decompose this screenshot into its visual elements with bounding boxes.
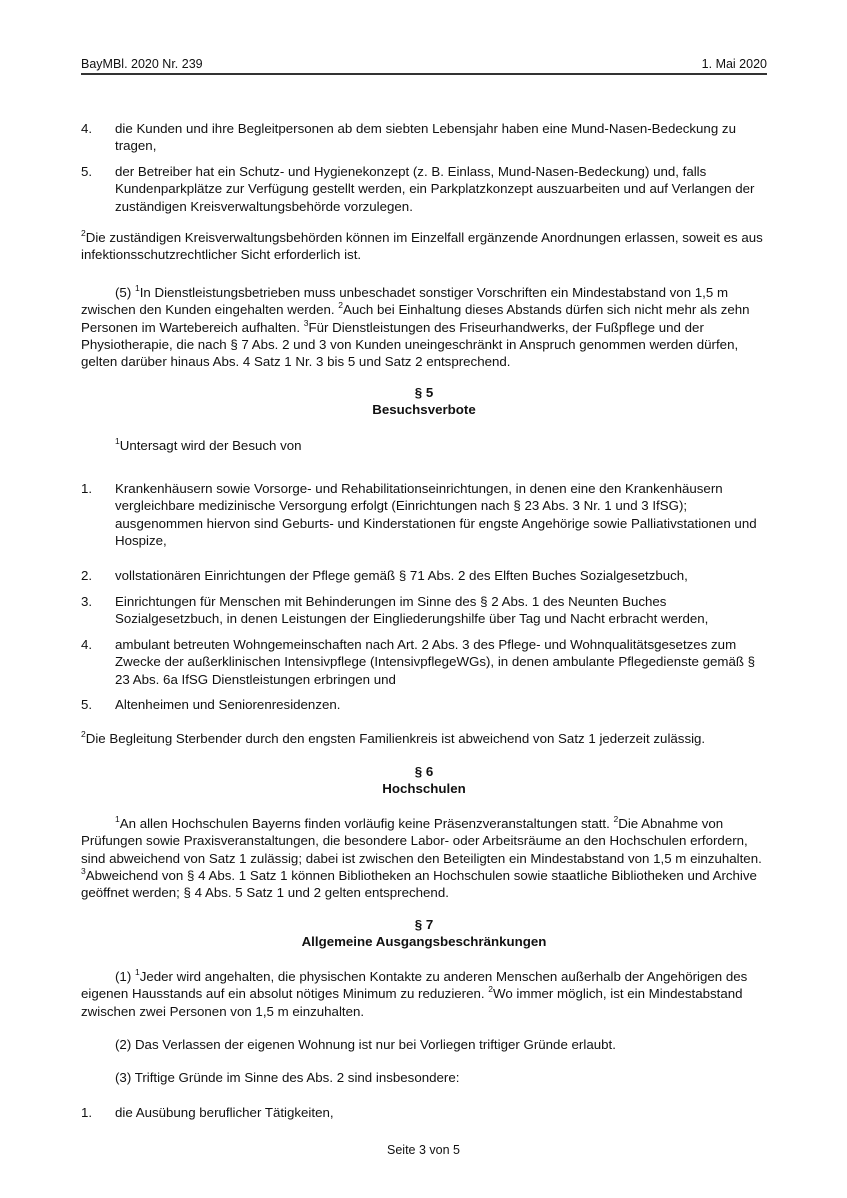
sentence-number: 1	[115, 814, 120, 824]
sentence: Jeder wird angehalten, die physischen Kontakte zu anderen Menschen außerhalb der Angehörigen des eigenen Hausstands auf ein absolut nötiges Minimum zu reduzieren.	[81, 969, 748, 1002]
header-date: 1. Mai 2020	[701, 57, 767, 71]
section-number: § 7	[414, 917, 434, 932]
paragraph-s6	[81, 815, 771, 901]
item-text: die Kunden und ihre Begleitpersonen ab dem siebten Lebensjahr haben eine Mund-Nasen-Bedeckung zu tragen,	[115, 121, 736, 154]
list-item	[81, 696, 771, 713]
header-rule	[81, 73, 767, 75]
sentence-number: 1	[134, 967, 140, 977]
list-item	[81, 567, 771, 584]
abs-label: (1)	[115, 969, 135, 984]
item-text: die Ausübung beruflicher Tätigkeiten,	[115, 1105, 334, 1120]
item-number: 5.	[81, 697, 93, 712]
section-number: § 5	[414, 385, 434, 400]
sentence-number: 1	[134, 283, 140, 293]
paragraph-s4-abs5	[81, 284, 771, 370]
sentence-number: 3	[303, 317, 309, 328]
item-number: 1.	[81, 1105, 93, 1120]
item-text: der Betreiber hat ein Schutz- und Hygienekonzept (z. B. Einlass, Mund-Nasen-Bedeckung) und, falls Kundenparkplätze zur Verfügung gestellt werden, ein Parkplatzkonzept auszuarbeiten und auf Verlangen der zuständigen Kreisverwaltungsbehörde vorzulegen.	[115, 164, 755, 214]
sentence: Die zuständigen Kreisverwaltungsbehörden können im Einzelfall ergänzende Anordnungen erlassen, soweit es aus infektionsschutzrechtlicher Sicht erforderlich ist.	[81, 230, 763, 263]
item-number: 2.	[81, 568, 93, 583]
section-title: Besuchsverbote	[372, 402, 476, 417]
sentence: Untersagt wird der Besuch von	[119, 438, 302, 453]
sentence-number: 1	[115, 436, 120, 446]
item-number: 4.	[81, 121, 93, 136]
paragraph-s7-abs1	[81, 968, 771, 1020]
list-item	[81, 120, 771, 155]
list-item	[81, 593, 771, 628]
item-number: 1.	[81, 481, 93, 496]
sentence-number: 2	[81, 729, 86, 739]
item-text: ambulant betreuten Wohngemeinschaften nach Art. 2 Abs. 3 des Pflege- und Wohnqualitätsgesetzes zum Zwecke der außerklinischen Intensivpflege (IntensivpflegeWGs), in denen ambulante Pflegedienste gemäß § 23 Abs. 6a IfSG Dienstleistungen erbringen und	[115, 637, 756, 687]
sentence: Für Dienstleistungen des Friseurhandwerks, der Fußpflege und der Physiotherapie, die nach § 7 Abs. 2 und 3 von Kunden uneingeschränkt in Anspruch genommen werden dürfen, gelten darüber hinaus Abs. 4 Satz 1 Nr. 3 bis 5 und Satz 2 entsprechend.	[81, 319, 739, 370]
sentence: In Dienstleistungsbetrieben muss unbeschadet sonstiger Vorschriften ein Mindestabstand von 1,5 m zwischen den Kunden eingehalten werden.	[81, 285, 729, 318]
sentence: Auch bei Einhaltung dieses Abstands dürfen sich nicht mehr als zehn Personen im Wartebereich aufhalten.	[81, 302, 750, 335]
sentence-number: 2	[338, 300, 343, 311]
item-number: 5.	[81, 164, 93, 179]
sentence-number: 2	[81, 228, 86, 238]
paragraph-s4-sentence2	[81, 229, 771, 264]
sentence: Die Begleitung Sterbender durch den engsten Familienkreis ist abweichend von Satz 1 jederzeit zulässig.	[85, 731, 706, 746]
section-title: Hochschulen	[382, 781, 466, 796]
list-item	[81, 636, 771, 688]
page-number: Seite 3 von 5	[387, 1143, 460, 1157]
header-gazette-number: BayMBl. 2020 Nr. 239	[81, 57, 203, 71]
section-title: Allgemeine Ausgangsbeschränkungen	[301, 934, 547, 949]
item-text: Krankenhäusern sowie Vorsorge- und Rehabilitationseinrichtungen, in denen eine den Krankenhäusern vergleichbare medizinische Versorgung erfolgt (Einrichtungen nach § 23 Abs. 3 Nr. 1 und 3 IfSG); ausgenommen hiervon sind Geburts- und Kinderstationen für engste Angehörige sowie Palliativstationen und Hospize,	[115, 481, 757, 548]
item-text: Einrichtungen für Menschen mit Behinderungen im Sinne des § 2 Abs. 1 des Neunten Buches Sozialgesetzbuch, in denen Leistungen der Eingliederungshilfe über Tag und Nacht erbracht werden,	[115, 594, 709, 627]
sentence-number: 3	[81, 865, 86, 876]
list-item	[81, 1104, 771, 1121]
item-text: vollstationären Einrichtungen der Pflege gemäß § 71 Abs. 2 des Elften Buches Sozialgesetzbuch,	[115, 568, 688, 583]
sentence-number: 2	[488, 984, 494, 995]
paragraph-s5-sentence2	[81, 730, 771, 747]
sentence: Wo immer möglich, ist ein Mindestabstand zwischen zwei Personen von 1,5 m einzuhalten.	[81, 986, 743, 1019]
sentence: Die Abnahme von Prüfungen sowie Praxisveranstaltungen, die besondere Labor- oder Arbeitsräume an den Hochschulen erfordern, sind abweichend von Satz 1 zulässig; dabei ist zwischen den Beteiligten ein Mindestabstand von 1,5 m einzuhalten.	[81, 816, 762, 866]
paragraph-s7-abs3: (3) Triftige Gründe im Sinne des Abs. 2 sind insbesondere:	[115, 1070, 460, 1085]
list-item	[81, 480, 771, 549]
paragraph-s5-intro	[81, 437, 771, 454]
sentence: Abweichend von § 4 Abs. 1 Satz 1 können Bibliotheken an Hochschulen sowie staatliche Bibliotheken und Archive geöffnet werden; § 4 Abs. 5 Satz 1 und 2 gelten entsprechend.	[81, 867, 757, 901]
sentence-number: 2	[613, 814, 619, 824]
list-item	[81, 163, 771, 215]
item-number: 3.	[81, 594, 93, 609]
sentence: An allen Hochschulen Bayerns finden vorläufig keine Präsenzveranstaltungen statt.	[119, 816, 614, 831]
section-number: § 6	[414, 764, 434, 779]
abs-label: (5)	[115, 285, 135, 300]
item-number: 4.	[81, 637, 93, 652]
paragraph-s7-abs2: (2) Das Verlassen der eigenen Wohnung ist nur bei Vorliegen triftiger Gründe erlaubt.	[115, 1037, 616, 1052]
item-text: Altenheimen und Seniorenresidenzen.	[115, 697, 341, 712]
